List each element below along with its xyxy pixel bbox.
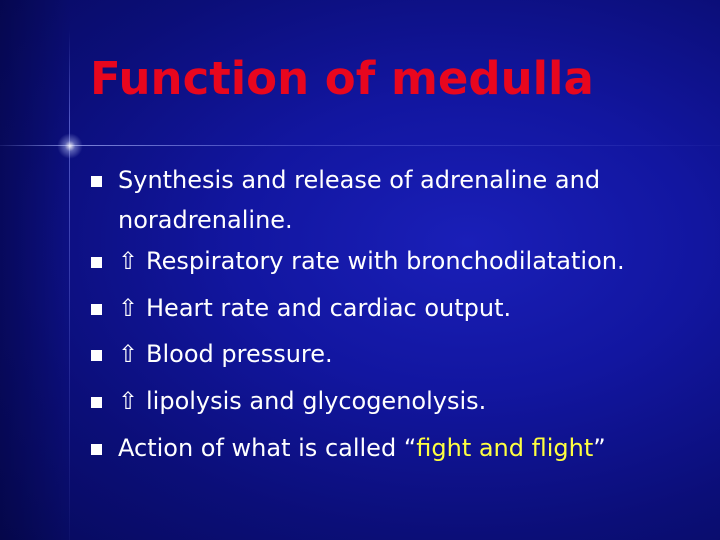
- bullet-4-text: Blood pressure.: [146, 340, 333, 368]
- bullet-2-text: Respiratory rate with bronchodilatation.: [146, 247, 625, 275]
- bullet-3-text: Heart rate and cardiac output.: [146, 294, 512, 322]
- quote-open: “: [403, 434, 417, 462]
- bullet-4: [118, 339, 333, 369]
- bullet-3: [118, 293, 511, 323]
- bullet-5: [118, 386, 486, 416]
- bullet-5-text: lipolysis and glycogenolysis.: [146, 387, 487, 415]
- square-bullet-icon: [91, 444, 102, 455]
- up-arrow-icon: ⇧: [118, 294, 139, 322]
- square-bullet-icon: [91, 257, 102, 268]
- bullet-6-prefix: Action of what is called: [118, 434, 404, 462]
- bullet-6: [118, 433, 606, 463]
- square-bullet-icon: [91, 397, 102, 408]
- highlighted-phrase: fight and flight: [416, 434, 594, 462]
- up-arrow-icon: ⇧: [118, 340, 139, 368]
- square-bullet-icon: [91, 176, 102, 187]
- bullet-1-line-1: Synthesis and release of adrenaline and: [118, 166, 601, 194]
- square-bullet-icon: [91, 350, 102, 361]
- bullet-2: [118, 246, 625, 276]
- slide-title: Function of medulla: [90, 52, 594, 105]
- square-bullet-icon: [91, 304, 102, 315]
- up-arrow-icon: ⇧: [118, 247, 139, 275]
- quote-close: ”: [593, 434, 606, 462]
- up-arrow-icon: ⇧: [118, 387, 139, 415]
- bullet-1-line-2: noradrenaline.: [118, 206, 293, 234]
